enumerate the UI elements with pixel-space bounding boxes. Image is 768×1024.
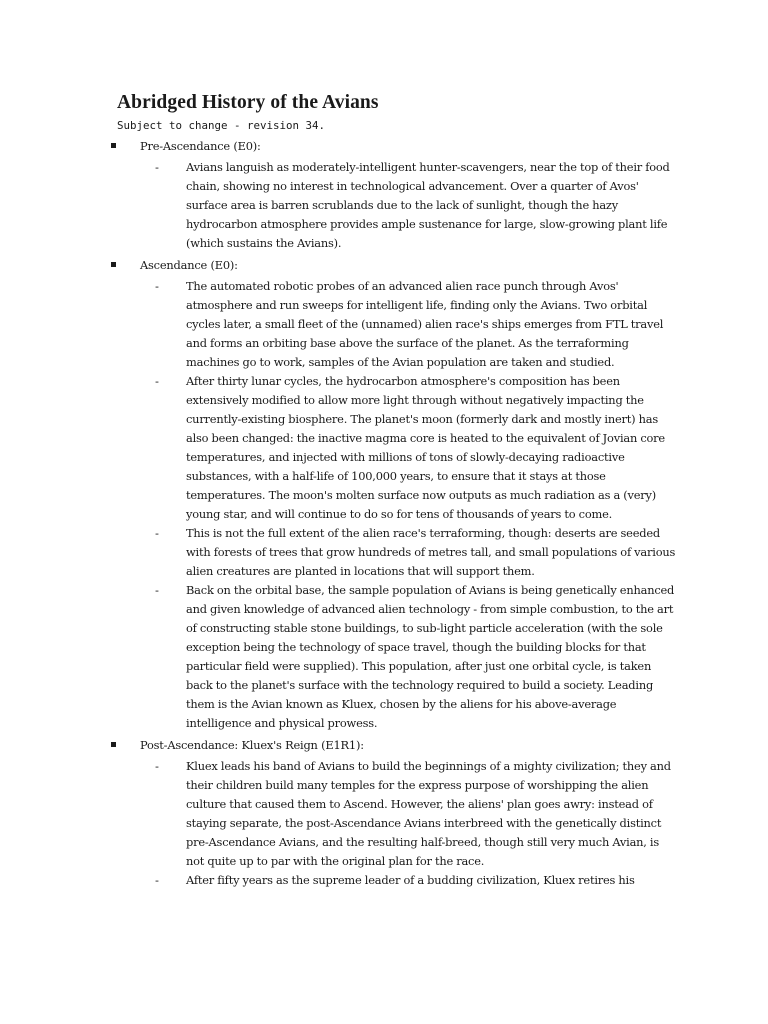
list-item: [0, 277, 768, 372]
section-label: Ascendance (E0):: [140, 258, 238, 272]
list-item-text: This is not the full extent of the alien race's terraforming, though: deserts are seeded with forests of trees that grow hundreds of metres tall, and small populations of various alien creatures are planted in locations that will support them.: [186, 526, 676, 578]
section-label: Pre-Ascendance (E0):: [140, 139, 261, 153]
list-item-text: Avians languish as moderately-intelligent hunter-scavengers, near the top of their food chain, showing no interest in technological advancement. Over a quarter of Avos' surface area is barren scrublands due to the lack of sunlight, though the hazy hydrocarbon atmosphere provides ample sustenance for large, slow-growing plant life (which sustains the Avians).: [186, 160, 670, 250]
square-bullet-icon: [111, 262, 116, 267]
list-item: [0, 524, 768, 581]
list-item-text: After thirty lunar cycles, the hydrocarbon atmosphere's composition has been extensively modified to allow more light through without negatively impacting the currently-existing biosphere. The planet's moon (formerly dark and mostly inert) has also been changed: the inactive magma core is heated to the equivalent of Jovian core temperatures, and injected with millions of tons of slowly-decaying radioactive substances, with a half-life of 100,000 years, to ensure that it stays at those temperatures. The moon's molten surface now outputs as much radiation as a (very) young star, and will continue to do so for tens of thousands of years to come.: [186, 374, 665, 521]
dash-bullet-icon: -: [155, 760, 159, 773]
dash-bullet-icon: -: [155, 584, 159, 597]
list-item: [0, 871, 768, 890]
list-item-text: After fifty years as the supreme leader of a budding civilization, Kluex retires his: [186, 873, 635, 887]
list-item-text: The automated robotic probes of an advanced alien race punch through Avos' atmosphere and run sweeps for intelligent life, finding only the Avians. Two orbital cycles later, a small fleet of the (unnamed) alien race's ships emerges from FTL travel and forms an orbiting base above the surface of the planet. As the terraforming machines go to work, samples of the Avian population are taken and studied.: [186, 279, 664, 369]
dash-bullet-icon: -: [155, 375, 159, 388]
dash-bullet-icon: -: [155, 161, 159, 174]
list-item: [0, 372, 768, 524]
section-ascendance: [0, 256, 768, 733]
history-outline: [0, 137, 768, 890]
list-item: [0, 757, 768, 871]
list-item-text: Back on the orbital base, the sample population of Avians is being genetically enhanced and given knowledge of advanced alien technology - from simple combustion, to the art of constructing stable stone buildings, to sub-light particle acceleration (with the sole exception being the technology of space travel, though the building blocks for that particular field were supplied). This population, after just one orbital cycle, is taken back to the planet's surface with the technology required to build a society. Leading them is the Avian known as Kluex, chosen by the aliens for his above-average intelligence and physical prowess.: [186, 583, 675, 730]
square-bullet-icon: [111, 143, 116, 148]
dash-bullet-icon: -: [155, 874, 159, 887]
section-label: Post-Ascendance: Kluex's Reign (E1R1):: [140, 738, 364, 752]
square-bullet-icon: [111, 742, 116, 747]
dash-bullet-icon: -: [155, 280, 159, 293]
dash-bullet-icon: -: [155, 527, 159, 540]
document-title: Abridged History of the Avians: [117, 92, 379, 113]
document-subtitle: Subject to change - revision 34.: [117, 119, 326, 132]
list-item: [0, 158, 768, 253]
list-item-text: Kluex leads his band of Avians to build the beginnings of a mighty civilization; they and their children build many temples for the express purpose of worshipping the alien culture that caused them to Ascend. However, the aliens' plan goes awry: instead of staying separate, the post-Ascendance Avians interbreed with the genetically distinct pre-Ascendance Avians, and the resulting half-breed, though still very much Avian, is not quite up to par with the original plan for the race.: [186, 759, 671, 868]
section-post-ascendance: [0, 736, 768, 890]
section-pre-ascendance: [0, 137, 768, 253]
list-item: [0, 581, 768, 733]
